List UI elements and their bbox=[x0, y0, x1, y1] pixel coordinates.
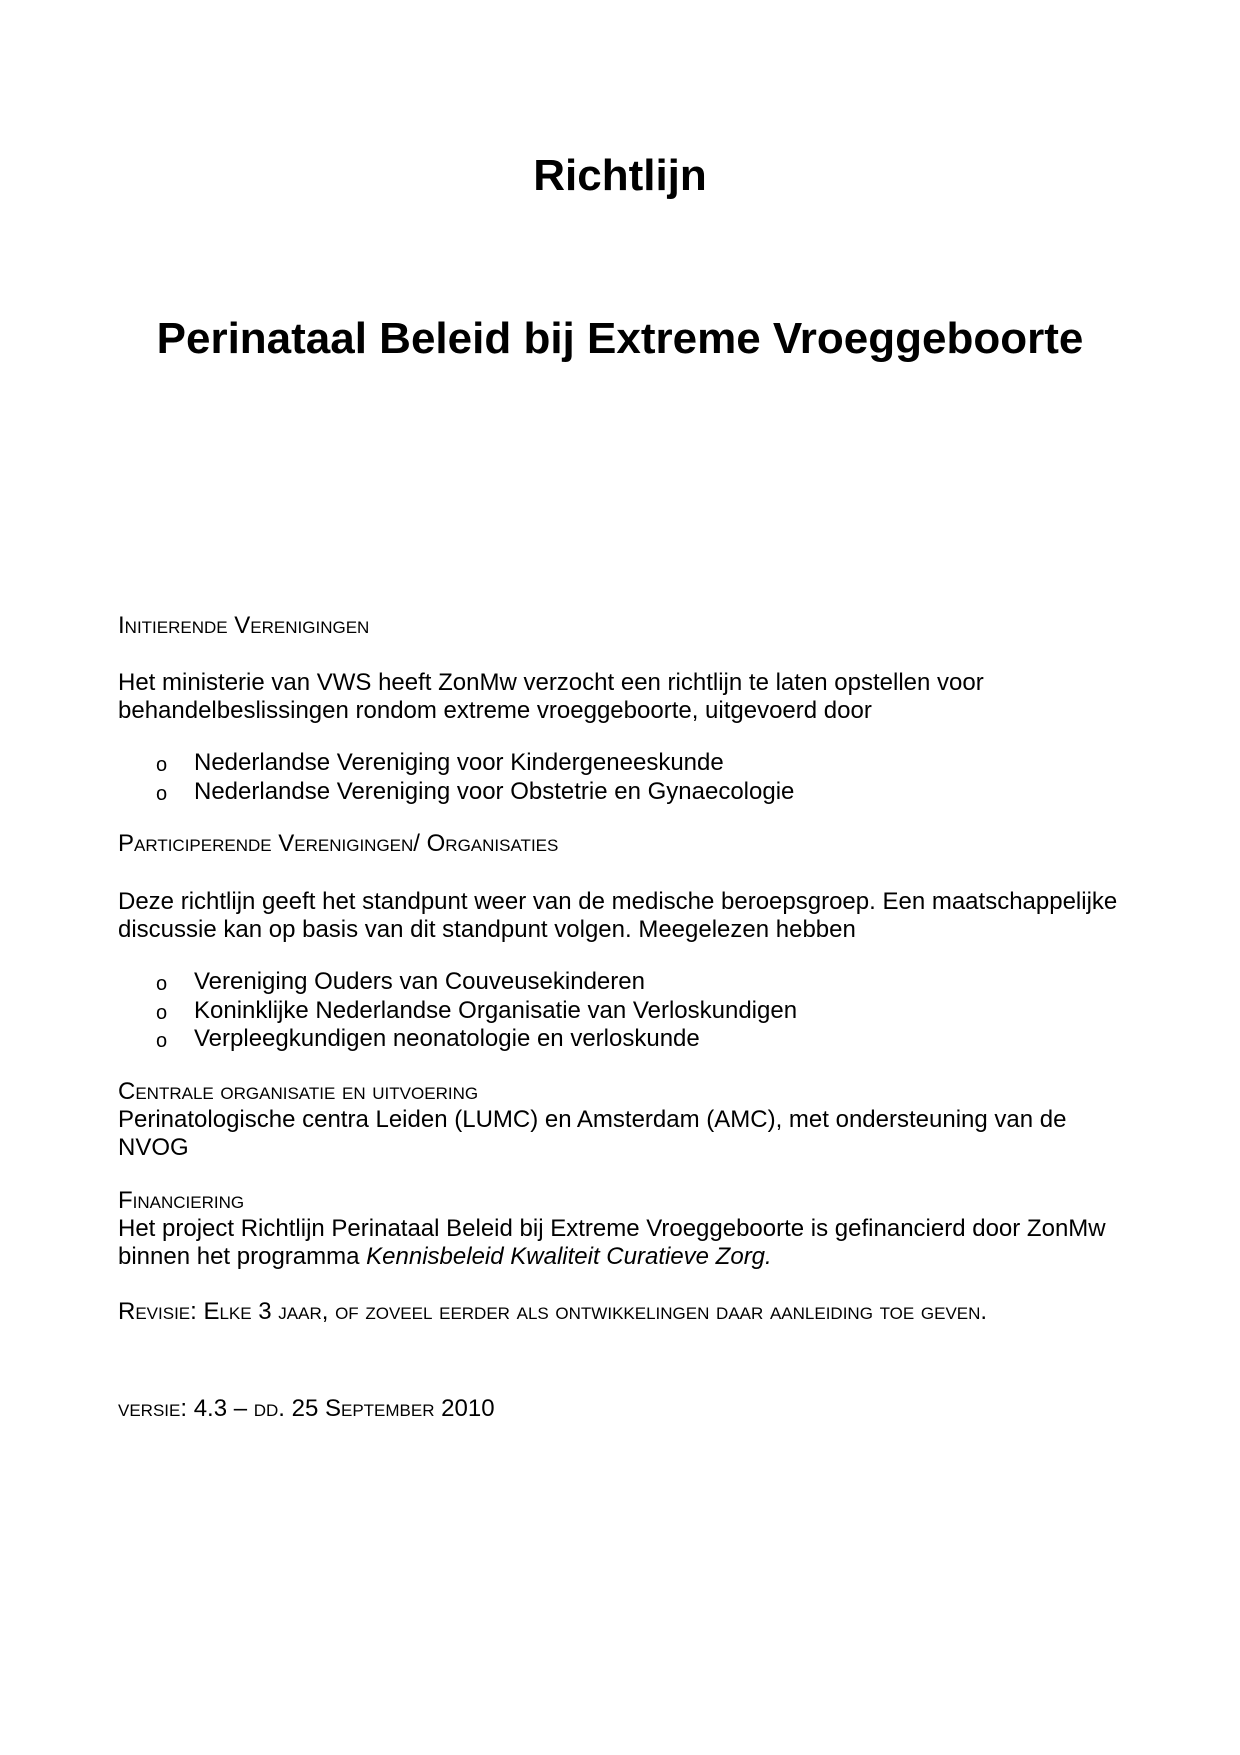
list-item: o Verpleegkundigen neonatologie en verloskunde bbox=[156, 1025, 700, 1052]
bullet-icon: o bbox=[156, 1001, 168, 1024]
section-body-initiating: Het ministerie van VWS heeft ZonMw verzocht een richtlijn te laten opstellen voor behandelbeslissingen rondom extreme vroeggeboorte, uitgevoerd door bbox=[118, 669, 984, 724]
version-line: versie: 4.3 – dd. 25 September 2010 bbox=[118, 1394, 495, 1422]
list-item: o Vereniging Ouders van Couveusekinderen bbox=[156, 968, 645, 995]
list-participating bbox=[118, 968, 1128, 1054]
section-body-participating: Deze richtlijn geeft het standpunt weer van de medische beroepsgroep. Een maatschappelijke discussie kan op basis van dit standpunt volgen. Meegelezen hebben bbox=[118, 888, 1118, 943]
bullet-icon: o bbox=[156, 782, 168, 805]
section-heading-participating: Participerende Verenigingen/ Organisaties bbox=[118, 830, 559, 857]
bullet-icon: o bbox=[156, 754, 168, 776]
document-body bbox=[118, 612, 1128, 1423]
section-heading-financing: Financiering bbox=[118, 1186, 245, 1214]
list-initiating bbox=[118, 749, 1128, 806]
document-title: Richtlijn bbox=[533, 151, 707, 200]
document-subtitle: Perinataal Beleid bij Extreme Vroeggeboorte bbox=[156, 314, 1084, 363]
list-item: o Koninklijke Nederlandse Organisatie van Verloskundigen bbox=[156, 996, 798, 1024]
section-heading-central: Centrale organisatie en uitvoering bbox=[118, 1077, 479, 1105]
list-item: o Nederlandse Vereniging voor Kindergeneeskunde bbox=[156, 749, 724, 776]
section-body-central: Perinatologische centra Leiden (LUMC) en Amsterdam (AMC), met ondersteuning van de NVOG bbox=[118, 1105, 1067, 1161]
bullet-icon: o bbox=[156, 973, 168, 995]
list-item: o Nederlandse Vereniging voor Obstetrie en Gynaecologie bbox=[156, 777, 795, 805]
bullet-icon: o bbox=[156, 1030, 168, 1052]
revision-note: Revisie: Elke 3 jaar, of zoveel eerder als ontwikkelingen daar aanleiding toe geven. bbox=[118, 1297, 988, 1325]
section-heading-initiating: Initierende Verenigingen bbox=[118, 612, 370, 639]
program-name: Kennisbeleid Kwaliteit Curatieve Zorg. bbox=[366, 1242, 772, 1270]
section-body-financing: Het project Richtlijn Perinataal Beleid bij Extreme Vroeggeboorte is gefinancierd door ZonMw binnen het programma Kennisbeleid Kwaliteit Curatieve Zorg. bbox=[118, 1214, 1106, 1270]
